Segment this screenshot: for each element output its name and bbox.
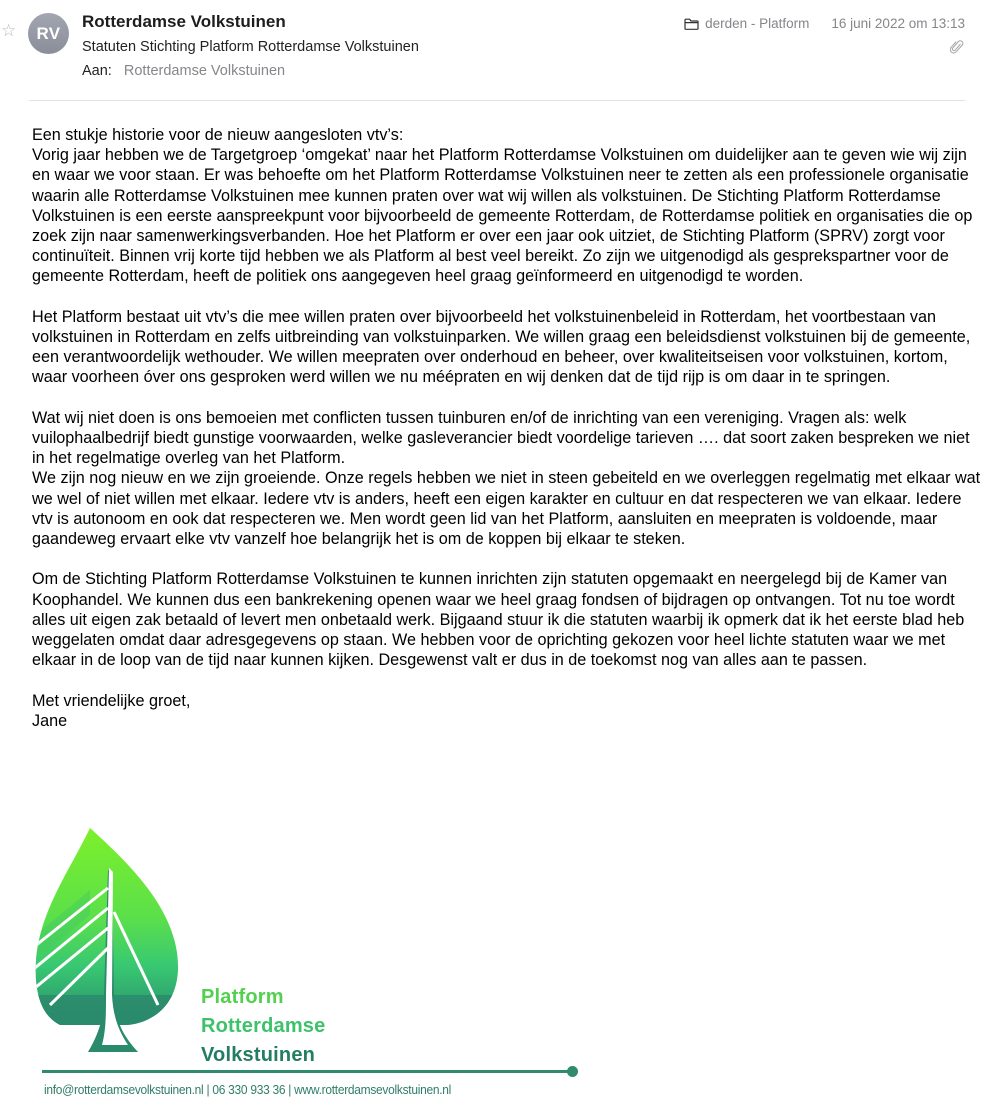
folder-icon bbox=[684, 18, 699, 30]
logo-text-volkstuinen: Volkstuinen bbox=[201, 1044, 316, 1066]
logo-text-platform: Platform bbox=[201, 986, 284, 1008]
signature-name: Jane bbox=[32, 711, 68, 730]
recipient[interactable]: Rotterdamse Volkstuinen bbox=[123, 63, 286, 79]
folder-label[interactable]: derden - Platform bbox=[705, 16, 810, 31]
body-paragraph: Het Platform bestaat uit vtv’s die mee willen praten over bijvoorbeeld het volkstuinenbeleid in Rotterdam, het voortbestaan van volkstuinen in Rotterdam en zelfs uitbreinding van volkstuinparken. We willen graag een beleidsdienst volkstuinen bij de gemeente, een verantwoordelijk wethouder. We willen meepraten over onderhoud en beheer, over kwaliteitseisen voor volkstuinen, kortom, waar voorheen óver ons gesproken werd willen we nu méépraten en wij denken dat de tijd rijp is om daar in te springen. bbox=[32, 307, 971, 387]
body-paragraph: Vorig jaar hebben we de Targetgroep ‘omgekat’ naar het Platform Rotterdamse Volkstuinen om duidelijker aan te geven wie wij zijn en waar we voor staan. Er was behoefte om het Platform Rotterdamse Volkstuinen neer te zetten als een professionele organisatie waarin alle Rotterdamse Volkstuinen mee kunnen praten over wat wij willen als volkstuinen. De Stichting Platform Rotterdamse Volkstuinen is een eerste aanspreekpunt voor bijvoorbeeld de gemeente Rotterdam, de Rotterdamse politiek en organisaties die op zoek zijn naar samenwerkingsverbanden. Hoe het Platform er over een jaar ook uitziet, de Stichting Platform (SPRV) zorgt voor continuïteit. Binnen vrij korte tijd hebben we als Platform al best veel bereikt. Zo zijn we uitgenodigd als gesprekspartner voor de gemeente Rotterdam, heeft de politiek ons aangegeven heel graag geïnformeerd en uitgenodigd te worden. bbox=[32, 146, 973, 286]
to-label: Aan: bbox=[82, 63, 112, 79]
sender-name[interactable]: Rotterdamse Volkstuinen bbox=[82, 12, 286, 31]
closing: Met vriendelijke groet, bbox=[32, 691, 191, 710]
avatar-initials: RV bbox=[36, 23, 61, 43]
signature-logo bbox=[30, 820, 590, 1110]
message-header bbox=[0, 0, 1000, 102]
message-body bbox=[32, 125, 982, 731]
message-meta bbox=[684, 16, 965, 31]
contact-info: info@rotterdamsevolkstuinen.nl | 06 330 933 36 | www.rotterdamsevolkstuinen.nl bbox=[44, 1082, 452, 1097]
logo-divider-line bbox=[42, 1070, 572, 1073]
star-icon[interactable]: ☆ bbox=[1, 21, 17, 40]
body-intro: Een stukje historie voor de nieuw aangesloten vtv’s: bbox=[32, 126, 404, 144]
recipient-row bbox=[82, 63, 285, 79]
body-paragraph: Wat wij niet doen is ons bemoeien met conflicten tussen tuinburen en/of de inrichting van een vereniging. Vragen als: welk vuilophaalbedrijf biedt gunstige voorwaarden, welke gasleverancier biedt voordelige tarieven …. dat soort zaken bespreken we niet in het regelmatige overleg van het Platform. bbox=[32, 408, 970, 468]
message-date: 16 juni 2022 om 13:13 bbox=[831, 16, 965, 31]
header-divider bbox=[29, 100, 965, 101]
body-paragraph: We zijn nog nieuw en we zijn groeiende. Onze regels hebben we niet in steen gebeiteld en we overleggen regelmatig met elkaar wat we wel of niet willen met elkaar. Iedere vtv is anders, heeft een eigen karakter en cultuur en dat respecteren we van elkaar. Iedere vtv is autonoom en ook dat respecteren we. Men wordt geen lid van het Platform, aansluiten en meepraten is voldoende, maar gaandeweg ervaart elke vtv vanzelf hoe belangrijk het is om de koppen bij elkaar te steken. bbox=[32, 469, 981, 549]
body-paragraph: Om de Stichting Platform Rotterdamse Volkstuinen te kunnen inrichten zijn statuten opgemaakt en neergelegd bij de Kamer van Koophandel. We kunnen dus een bankrekening openen waar we heel graag fondsen of bijdragen op ontvangen. Tot nu toe wordt alles uit eigen zak betaald of levert men onbetaald werk. Bijgaand stuur ik die statuten waarbij ik opmerk dat ik het eerste blad heb weggelaten omdat daar adresgegevens op staan. We hebben voor de oprichting gekozen voor heel lichte statuten waar we met elkaar in de loop van de tijd naar kunnen kijken. Desgewenst valt er dus in de toekomst nog van alles aan te passen. bbox=[32, 570, 965, 670]
logo-divider-dot bbox=[567, 1066, 578, 1077]
paperclip-icon[interactable] bbox=[950, 39, 964, 55]
subject: Statuten Stichting Platform Rotterdamse Volkstuinen bbox=[82, 39, 419, 55]
avatar bbox=[28, 13, 69, 54]
logo-text-rotterdamse: Rotterdamse bbox=[201, 1015, 326, 1037]
leaf-tree-icon bbox=[30, 820, 190, 1065]
